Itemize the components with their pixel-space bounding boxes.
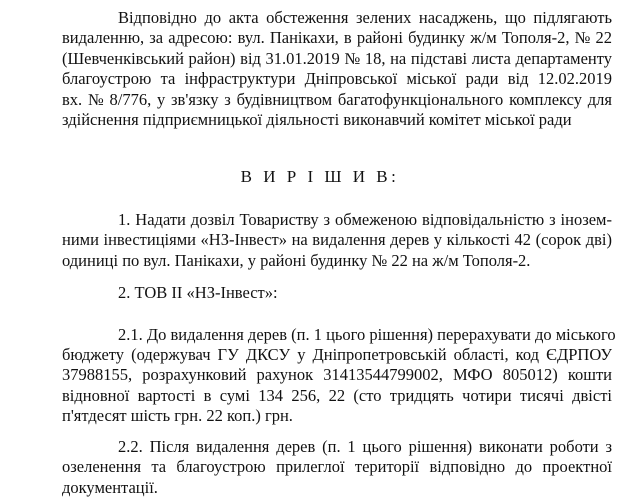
item-2-1-line: 2.1. До видалення дерев (п. 1 цього рішення) перерахувати до міського bbox=[118, 325, 616, 344]
preamble-line: здійснення підприємницької діяльності виконавчий комітет міської ради bbox=[62, 110, 572, 129]
item-2-heading: 2. ТОВ ІІ «НЗ-Інвест»: bbox=[118, 283, 278, 302]
item-2-1-line: 37988155, розрахунковий рахунок 31413544799002, МФО 805012) кошти bbox=[62, 365, 612, 384]
preamble-line: вх. № 8/776, у зв'язку з будівництвом багатофункціонального комплексу для bbox=[62, 90, 612, 109]
preamble-line: Відповідно до акта обстеження зелених насаджень, що підлягають bbox=[118, 8, 612, 27]
item-2-2-line: озеленення та благоустрою прилеглої території відповідно до проектної bbox=[62, 457, 612, 476]
item-2-1-line: відновної вартості в сумі 134 256, 22 (сто тридцять чотири тисячі двісті bbox=[62, 386, 612, 405]
decision-heading: В И Р І Ш И В: bbox=[240, 167, 400, 186]
preamble-line: благоустрою та інфраструктури Дніпровської міської ради від 12.02.2019 bbox=[62, 69, 612, 88]
item-2-2-line: 2.2. Після видалення дерев (п. 1 цього рішення) виконати роботи з bbox=[118, 437, 612, 456]
item-2-1-line: бюджету (одержувач ГУ ДКСУ у Дніпропетровській області, код ЄДРПОУ bbox=[62, 345, 612, 364]
preamble-line: (Шевченківський район) від 31.01.2019 № 18, на підставі листа департаменту bbox=[62, 49, 612, 68]
item-2-1-line: п'ятдесят шість грн. 22 коп.) грн. bbox=[62, 406, 293, 425]
item-1-line: 1. Надати дозвіл Товариству з обмеженою відповідальністю з інозем- bbox=[118, 210, 612, 229]
item-1-line: ними інвестиціями «НЗ-Інвест» на видалення дерев у кількості 42 (сорок дві) bbox=[62, 230, 612, 249]
item-2-2-line: документації. bbox=[62, 478, 158, 497]
item-1-line: одиниці по вул. Панікахи, у районі будинку № 22 на ж/м Тополя-2. bbox=[62, 251, 531, 270]
preamble-line: видаленню, за адресою: вул. Панікахи, в районі будинку ж/м Тополя-2, № 22 bbox=[62, 28, 612, 47]
